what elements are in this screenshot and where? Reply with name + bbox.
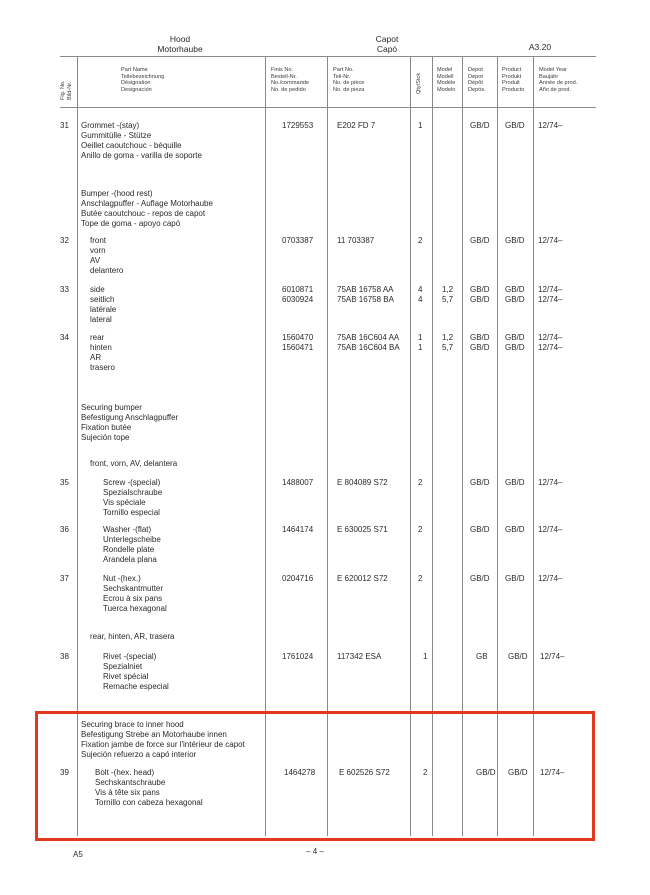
quantity (418, 574, 422, 584)
part-name-es: Arandela plana (103, 555, 157, 564)
col-header-part-no (333, 67, 364, 93)
group-heading-en: Securing bumper (81, 403, 142, 412)
fig-number: 37 (60, 574, 69, 583)
model (442, 333, 453, 353)
depot (470, 333, 490, 353)
part-name-fr: AV (90, 256, 101, 265)
quantity-value: 1 (418, 343, 423, 352)
model-year (538, 236, 562, 246)
product-value: GB/D (505, 285, 525, 294)
model-value: 5,7 (442, 295, 454, 304)
part-number-value: 117342 ESA (337, 652, 382, 661)
finis-number-value: 1729553 (282, 121, 314, 130)
finis-number-value: 6010871 (282, 285, 314, 294)
col-header-model-year-0: Model Year (539, 67, 567, 73)
col-header-model-year-2: Année de prod. (539, 80, 578, 87)
finis-number-value: 1464278 (284, 768, 316, 777)
group-heading-en: Bumper -(hood rest) (81, 189, 153, 198)
part-number (337, 574, 388, 584)
quantity-value: 2 (423, 768, 428, 777)
sub-heading (90, 632, 175, 642)
col-header-part-name (121, 67, 164, 93)
quantity (418, 121, 422, 131)
quantity (418, 478, 422, 488)
model-year-value: 12/74– (538, 295, 563, 304)
finis-number-value: 1464174 (282, 525, 314, 534)
part-name-block (90, 285, 116, 325)
part-name-block (103, 478, 162, 518)
product (505, 236, 525, 246)
col-header-part-name-3: Designación (121, 86, 152, 93)
col-header-product-3: Producto (502, 86, 525, 93)
model-year-value: 12/74– (538, 574, 563, 583)
depot-value: GB/D (470, 478, 490, 487)
col-header-model-year-3: Año de prod. (539, 86, 572, 93)
part-name-es: Tornillo con cabeza hexagonal (95, 798, 203, 807)
quantity (418, 525, 422, 535)
title-es: Capó (376, 44, 398, 54)
part-number-value: E202 FD 7 (337, 121, 376, 130)
part-name-de: Spezialniet (103, 662, 143, 671)
part-number (337, 285, 394, 305)
depot (470, 478, 490, 488)
quantity-value: 2 (418, 525, 423, 534)
model-year (538, 525, 562, 535)
product-value: GB/D (505, 121, 525, 130)
group-heading-en: Securing brace to inner hood (81, 720, 184, 729)
col-header-part-no-3: No. de pieza (333, 86, 365, 93)
finis-number-value: 1560471 (282, 343, 314, 352)
quantity-value: 2 (418, 574, 423, 583)
col-header-finis-3: No. de pedido (271, 86, 306, 93)
col-header-depot (468, 67, 486, 93)
product (505, 285, 525, 305)
quantity (423, 652, 427, 662)
col-header-part-name-1: Teilebezeichnung (121, 73, 165, 80)
part-number (337, 236, 374, 246)
model-value: 5,7 (442, 343, 454, 352)
model-year-value: 12/74– (538, 285, 563, 294)
col-header-part-no-2: No. de pièce (333, 80, 365, 87)
part-name-fr: AR (90, 353, 102, 362)
page-format: A5 (73, 850, 83, 859)
part-name-block (90, 333, 115, 373)
finis-number (282, 525, 313, 535)
model-year (538, 285, 562, 305)
product (505, 333, 525, 353)
group-heading-es: Sujeción tope (81, 433, 130, 442)
group-heading-es: Tope de goma - apoyo capó (81, 219, 181, 228)
part-name-de: Spezialschraube (103, 488, 163, 497)
fig-number: 35 (60, 478, 69, 487)
col-header-part-no-0: Part No. (333, 67, 354, 73)
model-year (540, 652, 564, 662)
group-heading-fr: Butée caoutchouc - repos de capot (81, 209, 206, 218)
part-name-de: Gummitülle - Stütze (81, 131, 152, 140)
part-number (337, 333, 400, 353)
part-name-en: rear (90, 333, 105, 342)
sub-heading (90, 459, 177, 469)
part-name-block (103, 525, 161, 565)
model (442, 285, 453, 305)
title-fr: Capot (375, 34, 399, 44)
model-year-value: 12/74– (538, 343, 563, 352)
col-header-depot-3: Depós. (468, 86, 486, 93)
product (505, 574, 525, 584)
col-header-part-name-0: Part Name (121, 67, 148, 73)
part-name-de: Sechskantmutter (103, 584, 164, 593)
col-header-fig-1: Bild-Nr. (66, 81, 73, 100)
quantity-value: 1 (418, 121, 423, 130)
finis-number (282, 236, 313, 246)
finis-number (282, 478, 313, 488)
col-header-model-year (539, 67, 577, 93)
quantity-value: 4 (418, 295, 423, 304)
depot-value: GB/D (470, 343, 490, 352)
part-name-block (90, 236, 123, 276)
col-header-depot-1: Depot (468, 73, 483, 80)
depot (470, 574, 490, 584)
part-number-value: E 602526 S72 (339, 768, 390, 777)
depot-value: GB/D (470, 236, 490, 245)
group-heading-de: Befestigung Anschlagpuffer (81, 413, 179, 422)
product-value: GB/D (505, 295, 525, 304)
part-number-value: E 804089 S72 (337, 478, 388, 487)
part-name-en: Bolt -(hex. head) (95, 768, 155, 777)
model-year-value: 12/74– (538, 236, 563, 245)
part-name-es: Tuerca hexagonal (103, 604, 167, 613)
part-name-en: Rivet -(special) (103, 652, 157, 661)
part-number-value: 75AB 16C604 BA (337, 343, 400, 352)
finis-number-value: 1761024 (282, 652, 314, 661)
depot-value: GB/D (476, 768, 496, 777)
model-year-value: 12/74– (538, 121, 563, 130)
part-number (337, 478, 388, 488)
model-year-value: 12/74– (540, 652, 565, 661)
model-year (538, 121, 562, 131)
col-header-product-1: Produkt (502, 73, 522, 80)
part-number-value: 75AB 16758 BA (337, 295, 394, 304)
col-header-qty (416, 73, 423, 94)
part-name-fr: Rondelle plate (103, 545, 155, 554)
part-number-value: E 630025 S71 (337, 525, 388, 534)
part-name-fr: Rivet spécial (103, 672, 149, 681)
col-header-qty-0: Qty/Stck (416, 72, 422, 94)
col-header-part-name-2: Désignation (121, 80, 151, 87)
col-header-model-year-1: Baujahr (539, 73, 559, 80)
model-value: 1,2 (442, 333, 454, 342)
part-number (337, 121, 375, 131)
quantity (418, 333, 422, 353)
depot (470, 525, 490, 535)
part-name-block (81, 121, 202, 161)
model-year-value: 12/74– (538, 525, 563, 534)
sub-heading-text: front, vorn, AV, delantera (90, 459, 178, 468)
col-header-product-2: Produit (502, 80, 520, 87)
fig-number: 31 (60, 121, 69, 130)
part-name-de: hinten (90, 343, 112, 352)
col-header-model-2: Modèle (437, 80, 456, 87)
col-header-depot-2: Dépôt (468, 80, 483, 87)
fig-number: 39 (60, 768, 69, 777)
group-heading (81, 403, 178, 443)
product-value: GB/D (505, 343, 525, 352)
finis-number-value: 1560470 (282, 333, 314, 342)
product (505, 478, 525, 488)
col-header-model-3: Modelo (437, 86, 456, 93)
part-number (337, 652, 381, 662)
quantity-value: 4 (418, 285, 423, 294)
fig-number: 33 (60, 285, 69, 294)
part-name-en: Grommet -(stay) (81, 121, 140, 130)
title-en: Hood (169, 34, 191, 44)
product-value: GB/D (505, 478, 525, 487)
model-year (538, 333, 562, 353)
finis-number (282, 121, 313, 131)
depot-value: GB/D (470, 574, 490, 583)
title-de: Motorhaube (157, 44, 203, 54)
page-ref: A3.20 (528, 42, 552, 52)
finis-number-value: 1488007 (282, 478, 314, 487)
group-heading-de: Anschlagpuffer - Auflage Motorhaube (81, 199, 213, 208)
model-year-value: 12/74– (538, 333, 563, 342)
part-name-en: Screw -(special) (103, 478, 161, 487)
part-name-es: delantero (90, 266, 124, 275)
model-year-value: 12/74– (538, 478, 563, 487)
part-number-value: 11 703387 (337, 236, 375, 245)
part-name-en: Washer -(flat) (103, 525, 152, 534)
col-header-model-0: Model (437, 67, 453, 73)
model-year-value: 12/74– (540, 768, 565, 777)
quantity-value: 1 (418, 333, 423, 342)
part-name-fr: latérale (90, 305, 117, 314)
col-header-finis-0: Finis No. (271, 67, 294, 73)
col-header-depot-0: Depot (468, 67, 483, 73)
page-number: – 4 – (306, 847, 324, 856)
part-number (337, 525, 388, 535)
finis-number (282, 574, 313, 584)
fig-number: 38 (60, 652, 69, 661)
sub-heading-text: rear, hinten, AR, trasera (90, 632, 175, 641)
part-name-en: side (90, 285, 105, 294)
product-value: GB/D (505, 525, 525, 534)
depot (470, 236, 490, 246)
finis-number-value: 0204716 (282, 574, 314, 583)
depot-value: GB/D (470, 333, 490, 342)
depot (476, 652, 488, 662)
fig-number: 36 (60, 525, 69, 534)
col-header-fig-0: Fig. No. (60, 80, 66, 100)
part-name-fr: Oeillet caoutchouc - béquille (81, 141, 182, 150)
product-value: GB/D (508, 768, 528, 777)
quantity (418, 285, 422, 305)
part-name-de: Sechskantschraube (95, 778, 166, 787)
part-name-block (103, 652, 169, 692)
part-name-fr: Vis à tête six pans (95, 788, 160, 797)
part-name-fr: Vis spéciale (103, 498, 146, 507)
part-number-value: E 620012 S72 (337, 574, 388, 583)
part-number-value: 75AB 16758 AA (337, 285, 394, 294)
quantity (418, 236, 422, 246)
model-year (538, 574, 562, 584)
part-name-de: seitlich (90, 295, 115, 304)
col-header-product-0: Product (502, 67, 522, 73)
product (508, 652, 528, 662)
product (505, 525, 525, 535)
group-heading-es: Sujeción refuerzo a capó interior (81, 750, 197, 759)
finis-number (282, 285, 313, 305)
product-value: GB/D (508, 652, 528, 661)
part-name-en: Nut -(hex.) (103, 574, 141, 583)
depot-value: GB/D (470, 295, 490, 304)
finis-number (282, 333, 313, 353)
header-bottom-rule (60, 107, 596, 108)
group-heading-fr: Fixation jambe de force sur l'intérieur de capot (81, 740, 245, 749)
fig-number: 34 (60, 333, 69, 342)
header-top-rule (60, 56, 596, 57)
part-name-de: Unterlegscheibe (103, 535, 161, 544)
group-heading-fr: Fixation butée (81, 423, 132, 432)
depot-value: GB (476, 652, 488, 661)
group-heading (81, 189, 213, 229)
depot-value: GB/D (470, 121, 490, 130)
quantity-value: 1 (423, 652, 428, 661)
part-name-block (103, 574, 167, 614)
part-name-es: Remache especial (103, 682, 169, 691)
col-header-finis (271, 67, 309, 93)
depot (470, 121, 490, 131)
depot (470, 285, 490, 305)
col-header-finis-1: Bestell-Nr. (271, 73, 297, 80)
col-header-fig (60, 80, 73, 100)
finis-number-value: 6030924 (282, 295, 314, 304)
part-name-de: vorn (90, 246, 106, 255)
part-name-es: lateral (90, 315, 112, 324)
depot-value: GB/D (470, 285, 490, 294)
product (505, 121, 525, 131)
part-name-es: trasero (90, 363, 115, 372)
col-header-model (437, 67, 455, 93)
finis-number (282, 652, 313, 662)
product-value: GB/D (505, 574, 525, 583)
model-value: 1,2 (442, 285, 454, 294)
part-name-fr: Ecrou à six pans (103, 594, 163, 603)
product-value: GB/D (505, 236, 525, 245)
fig-number: 32 (60, 236, 69, 245)
part-name-es: Tornillo especial (103, 508, 160, 517)
model-year (538, 478, 562, 488)
part-number-value: 75AB 16C604 AA (337, 333, 400, 342)
col-header-finis-2: No./commande (271, 80, 309, 87)
quantity-value: 2 (418, 478, 423, 487)
col-header-product (502, 67, 524, 93)
part-name-es: Anillo de goma - varilla de soporte (81, 151, 202, 160)
group-heading-de: Befestigung Strebe an Motorhaube innen (81, 730, 227, 739)
col-header-model-1: Modell (437, 73, 454, 80)
depot-value: GB/D (470, 525, 490, 534)
col-header-part-no-1: Teil-Nr. (333, 73, 351, 80)
finis-number-value: 0703387 (282, 236, 314, 245)
part-name-en: front (90, 236, 107, 245)
quantity-value: 2 (418, 236, 423, 245)
highlight-box (35, 711, 595, 841)
product-value: GB/D (505, 333, 525, 342)
